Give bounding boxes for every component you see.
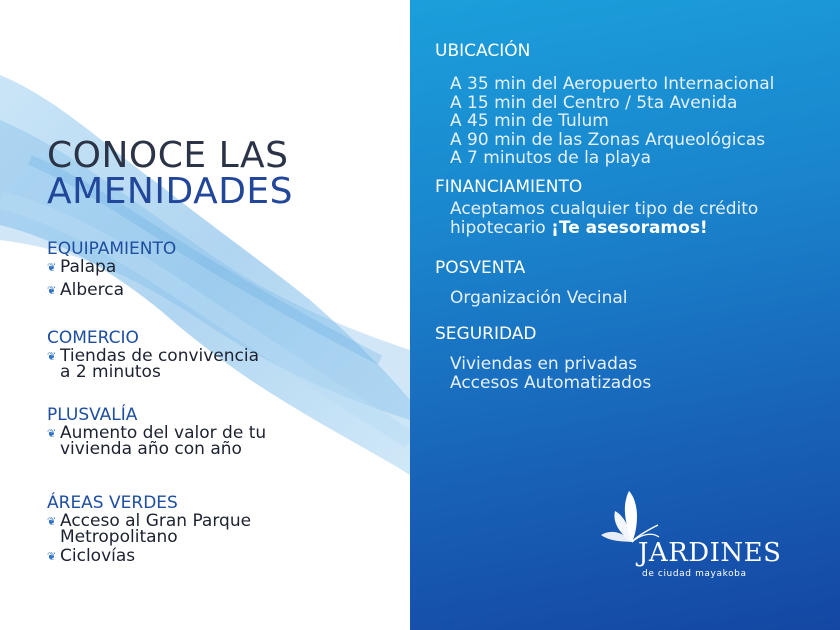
section-heading: SEGURIDAD [435,324,537,344]
section-comercio [47,328,259,380]
list-item: A 15 min del Centro / 5ta Avenida [450,92,738,113]
section-heading: COMERCIO [47,328,139,348]
list-item: ❦ Tiendas de convivencia a 2 minutos [47,346,260,382]
logo-wordmark: JARDINES [638,538,782,568]
page-title [47,135,294,212]
financiamiento-line-1: Aceptamos cualquier tipo de crédito [450,199,759,219]
financiamiento-text [450,200,758,237]
section-financiamiento [435,177,582,197]
list-item: ❦ Alberca [47,280,124,300]
section-heading: PLUSVALÍA [47,405,138,425]
list-item: A 45 min de Tulum [450,111,609,131]
section-equipamiento [47,239,176,300]
section-heading: FINANCIAMIENTO [435,177,583,197]
section-ubicacion [435,41,530,61]
section-areas-verdes [47,493,251,566]
list-item: ❦ Ciclovías [47,546,136,566]
leaf-bullet-icon: ❦ [47,427,57,440]
list-item: ❦ Palapa [47,257,117,277]
seguridad-list [450,355,651,392]
list-item: ❦ Acceso al Gran Parque Metropolitano [47,511,252,547]
leaf-bullet-icon: ❦ [47,550,57,563]
left-panel [0,0,410,630]
list-item: A 90 min de las Zonas Arqueológicas [450,129,766,150]
list-item: A 7 minutos de la playa [450,148,652,168]
section-heading: ÁREAS VERDES [47,493,178,513]
logo-subtitle: de ciudad mayakoba [642,569,747,579]
section-heading: POSVENTA [435,258,526,278]
financiamiento-line-2: hipotecario ¡Te asesoramos! [450,217,708,238]
section-plusvalia [47,405,266,457]
list-item: Accesos Automatizados [450,372,652,393]
section-posventa [435,258,525,278]
ubicacion-list [450,75,774,168]
section-heading: UBICACIÓN [435,41,531,61]
list-item: Organización Vecinal [450,288,628,308]
leaf-bullet-icon: ❦ [47,350,57,363]
right-panel [410,0,840,630]
financiamiento-highlight: ¡Te asesoramos! [551,217,708,238]
posventa-list [450,289,628,308]
section-heading: EQUIPAMIENTO [47,239,177,259]
title-line-1: CONOCE LAS [47,135,289,176]
list-item: A 35 min del Aeropuerto Internacional [450,74,775,94]
list-item: ❦ Aumento del valor de tu vivienda año con año [47,423,267,459]
section-seguridad [435,324,537,344]
list-item: Viviendas en privadas [450,354,638,374]
title-line-2: AMENIDADES [47,171,294,212]
leaf-bullet-icon: ❦ [47,284,57,297]
jardines-logo [596,487,782,587]
leaf-bullet-icon: ❦ [47,515,57,528]
leaf-bullet-icon: ❦ [47,261,57,274]
